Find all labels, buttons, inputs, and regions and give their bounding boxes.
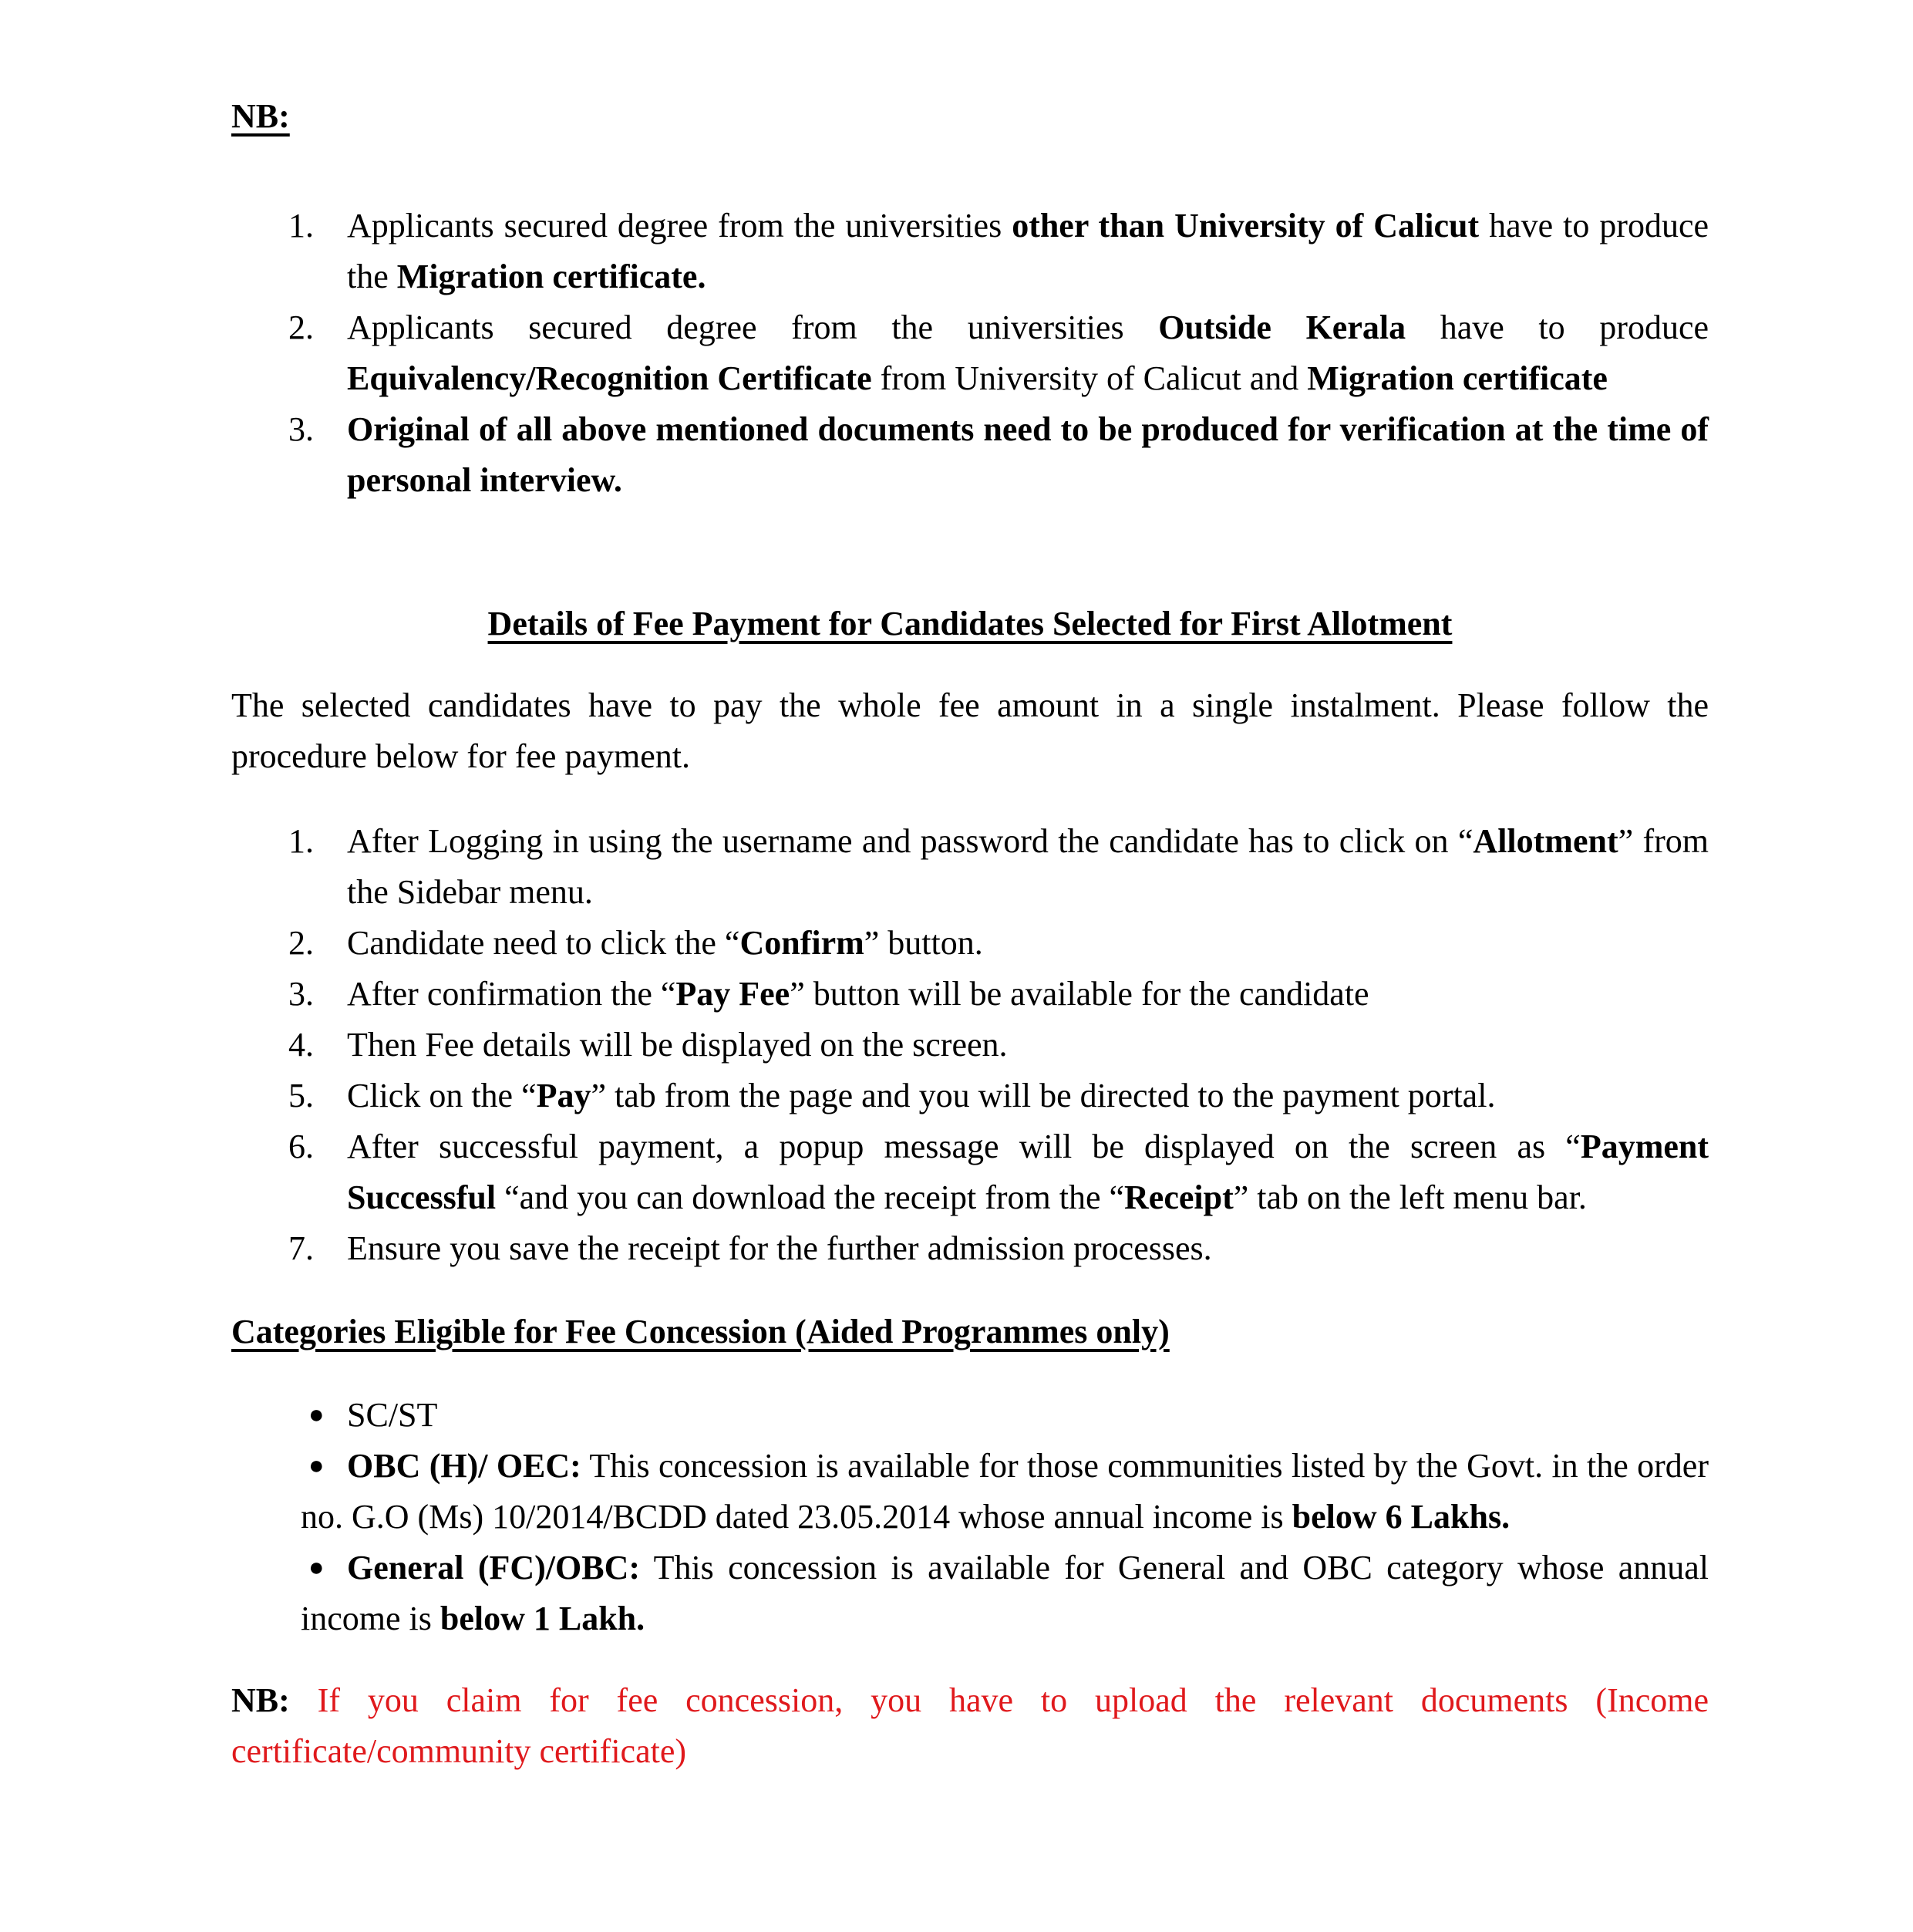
fee-step-item (231, 1071, 1709, 1121)
text: from University of Calicut and (871, 359, 1308, 397)
nb-list (231, 201, 1709, 506)
text: Then Fee details will be displayed on the screen. (347, 1026, 1008, 1064)
bold-text: Confirm (739, 924, 864, 962)
text: ” from the Sidebar menu. (347, 822, 1709, 911)
fee-intro: The selected candidates have to pay the whole fee amount in a single instalment. Please follow the procedure below for fee payment. (231, 686, 1709, 775)
document-page (231, 91, 1709, 1777)
concession-title: Categories Eligible for Fee Concession (Aided Programmes only) (231, 1313, 1170, 1350)
fee-step-item (231, 1020, 1709, 1071)
final-note-label: NB: (231, 1681, 290, 1719)
text: Applicants secured degree from the universities (347, 309, 1159, 346)
bold-text: General (FC)/OBC: (347, 1549, 641, 1586)
text: Ensure you save the receipt for the further admission processes. (347, 1229, 1212, 1267)
list-number: 2. (288, 309, 314, 346)
fee-step-item (231, 918, 1709, 969)
text: ” button will be available for the candidate (790, 975, 1369, 1013)
nb-list-item (231, 404, 1709, 506)
bold-text: below 6 Lakhs. (1292, 1498, 1511, 1536)
list-number: 1. (288, 207, 314, 244)
final-note-text: If you claim for fee concession, you have to upload the relevant documents (Income certificate/community certificate) (231, 1681, 1709, 1770)
concession-text (231, 1390, 1709, 1441)
text: Candidate need to click the “ (347, 924, 740, 962)
text: ” tab on the left menu bar. (1233, 1178, 1587, 1216)
bold-text: Outside Kerala (1158, 309, 1406, 346)
concession-list (231, 1390, 1709, 1644)
list-number: 2. (288, 924, 314, 962)
text: Applicants secured degree from the universities (347, 207, 1012, 244)
fee-section-title: Details of Fee Payment for Candidates Selected for First Allotment (487, 605, 1453, 642)
list-number: 5. (288, 1077, 314, 1114)
list-number: 6. (288, 1128, 314, 1165)
bold-text: Migration certificate. (396, 258, 706, 295)
list-number: 4. (288, 1026, 314, 1064)
bold-text: Pay (536, 1077, 591, 1114)
text: Click on the “ (347, 1077, 537, 1114)
text: ” tab from the page and you will be directed to the payment portal. (591, 1077, 1496, 1114)
bullet-icon: ● (308, 1553, 325, 1582)
concession-text (231, 1543, 1709, 1644)
bold-text: Original of all above mentioned documents need to be produced for verification at the time of personal interview. (347, 410, 1709, 499)
fee-step-item (231, 816, 1709, 918)
bold-text: Allotment (1473, 822, 1618, 860)
bullet-icon: ● (308, 1401, 325, 1429)
concession-item (231, 1441, 1709, 1543)
list-number: 3. (288, 410, 314, 448)
text: This concession is available for General and OBC category whose annual income is (301, 1549, 1709, 1637)
list-number: 7. (288, 1229, 314, 1267)
text: This concession is available for those communities listed by the Govt. in the order no. G.O (Ms) 10/2014/BCDD dated 23.05.2014 whose annual income is (301, 1447, 1709, 1536)
text: ” button. (864, 924, 983, 962)
bold-text: Payment Successful (347, 1128, 1709, 1216)
list-number: 1. (288, 822, 314, 860)
nb-list-item (231, 302, 1709, 404)
final-note (231, 1675, 1709, 1777)
fee-step-item (231, 1223, 1709, 1274)
fee-steps-list (231, 816, 1709, 1274)
concession-text (231, 1441, 1709, 1543)
bold-text: OBC (H)/ OEC: (347, 1447, 581, 1485)
bold-text: Pay Fee (675, 975, 790, 1013)
bold-text: Receipt (1124, 1178, 1234, 1216)
text: SC/ST (347, 1396, 438, 1434)
nb-heading: NB: (231, 97, 290, 135)
text: After confirmation the “ (347, 975, 676, 1013)
concession-item (231, 1543, 1709, 1644)
bold-text: Equivalency/Recognition Certificate (347, 359, 872, 397)
text: After successful payment, a popup message will be displayed on the screen as “ (347, 1128, 1581, 1165)
fee-step-item (231, 1121, 1709, 1223)
bullet-icon: ● (308, 1452, 325, 1480)
bold-text: below 1 Lakh. (440, 1600, 645, 1637)
bold-text: other than University of Calicut (1012, 207, 1480, 244)
text: After Logging in using the username and password the candidate has to click on “ (347, 822, 1473, 860)
text: have to produce (1406, 309, 1709, 346)
text: “and you can download the receipt from the “ (496, 1178, 1125, 1216)
list-number: 3. (288, 975, 314, 1013)
concession-item (231, 1390, 1709, 1441)
fee-step-item (231, 969, 1709, 1020)
nb-list-item (231, 201, 1709, 302)
bold-text: Migration certificate (1307, 359, 1608, 397)
text: have to produce the (347, 207, 1709, 295)
